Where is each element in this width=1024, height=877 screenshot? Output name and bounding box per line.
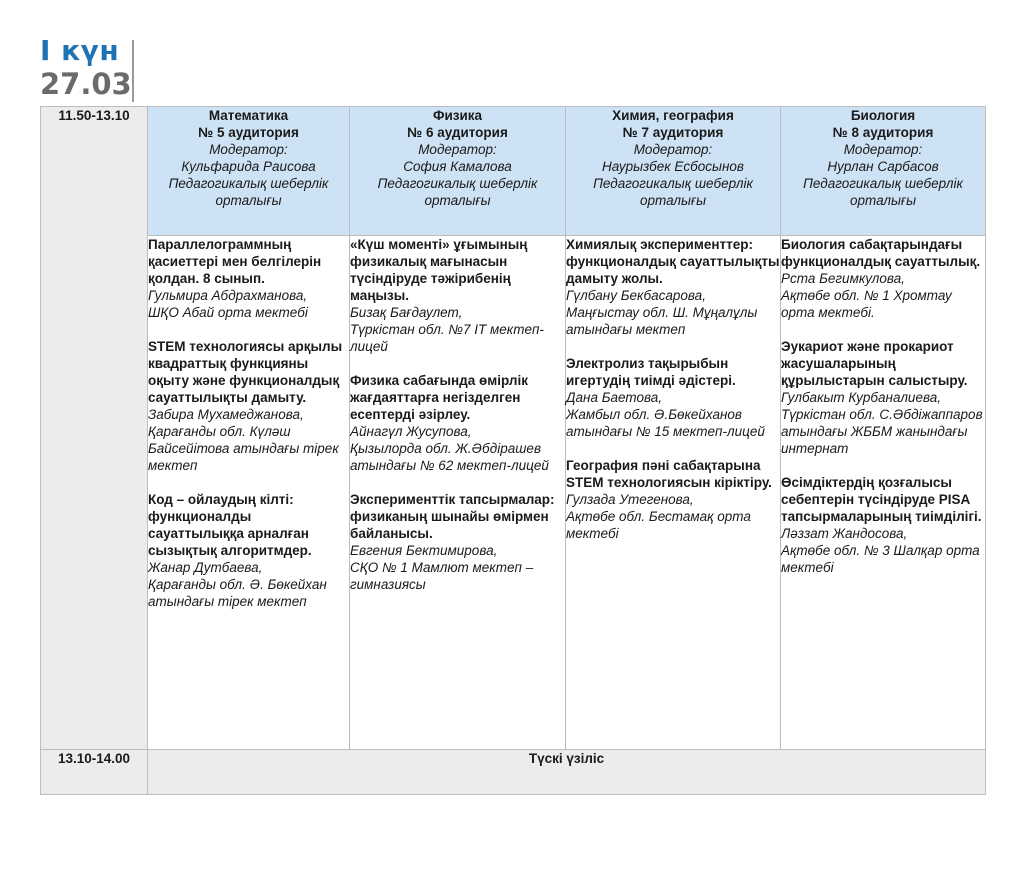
header-divider [132, 40, 134, 102]
column-header-math [148, 107, 350, 236]
talk-item [350, 236, 565, 355]
talk-title: География пәні сабақтарына STEM технологиясын кірiктіру. [566, 458, 772, 490]
talk-title: Эксперименттік тапсырмалар: физиканың шынайы өмірмен байланысы. [350, 492, 555, 541]
break-time: 13.10-14.00 [41, 750, 148, 795]
day-header [40, 34, 132, 100]
day-date: 27.03 [40, 67, 132, 101]
talk-author: Жанар Дутбаева, [148, 560, 263, 575]
break-row [41, 750, 986, 795]
moderator-org: Педагогикалық шеберлік орталығы [377, 176, 538, 208]
session-row [41, 107, 986, 236]
talk-affiliation: ШҚО Абай орта мектебі [148, 305, 308, 320]
column-header-biology [781, 107, 986, 236]
moderator-name: Кульфарида Раисова [181, 159, 316, 174]
subject-name: Биология [850, 108, 916, 123]
talk-title: Биология сабақтарындағы функционалдық сауаттылық. [781, 237, 981, 269]
room-number: № 5 аудитория [198, 125, 299, 140]
talk-item [781, 474, 985, 576]
subject-name: Математика [208, 108, 289, 123]
subject-name: Физика [432, 108, 483, 123]
talk-title: Физика сабағында өмірлік жағдаяттарға негізделген есептерді әзірлеу. [350, 373, 528, 422]
talk-item [781, 338, 985, 457]
talk-title: Параллелограммның қасиеттері мен белгілерін қолдан. 8 сынып. [148, 237, 322, 286]
session-cell-biology [781, 236, 986, 750]
talk-author: Бизақ Бағдаулет, [350, 305, 463, 320]
moderator-org: Педагогикалық шеберлік орталығы [593, 176, 753, 208]
talk-author: Ләззат Жандосова, [781, 526, 908, 541]
talk-affiliation: СҚО № 1 Мамлют мектеп – гимназиясы [350, 560, 534, 592]
talk-affiliation: Ақтөбе обл. № 1 Хромтау орта мектебі. [781, 288, 952, 320]
talk-affiliation: Қарағанды обл. Ә. Бөкейхан атындағы тірек мектеп [148, 577, 327, 609]
talk-affiliation: Ақтөбе обл. № 3 Шалқар орта мектебі [781, 543, 980, 575]
moderator-label: Модератор: [633, 142, 713, 157]
talk-affiliation: Ақтөбе обл. Бестамақ орта мектебі [566, 509, 751, 541]
talk-title: Код – ойлаудың кілті: функционалды сауаттылыққа арналған сызықтық алгоритмдер. [148, 492, 312, 558]
talk-affiliation: Түркістан обл. №7 IT мектеп-лицей [350, 322, 544, 354]
talk-title: Электролиз тақырыбын игертудің тиімді әдістері. [566, 356, 736, 388]
room-number: № 7 аудитория [622, 125, 724, 140]
moderator-label: Модератор: [209, 142, 288, 157]
talk-title: «Күш моменті» ұғымының физикалық мағынасын түсіндіруде тәжірибенің маңызы. [350, 237, 528, 303]
room-number: № 6 аудитория [407, 125, 508, 140]
talk-item [148, 236, 349, 321]
talk-affiliation: Қарағанды обл. Күләш Байсейітова атындағы тірек мектеп [148, 424, 339, 473]
moderator-name: София Камалова [403, 159, 512, 174]
talks-row [41, 236, 986, 750]
schedule-table [40, 106, 986, 795]
subject-name: Химия, география [612, 108, 734, 123]
talk-affiliation: Түркістан обл. С.Әбдіжаппаров атындағы ЖББМ жанындағы интернат [781, 407, 983, 456]
talk-author: Гулбакыт Курбаналиева, [781, 390, 941, 405]
break-label: Түскі үзіліс [148, 750, 986, 795]
talk-author: Дана Баетова, [566, 390, 662, 405]
talk-title: Өсімдіктердің қозғалысы себептерін түсіндіруде PISA тапсырмаларының тиімділігі. [781, 475, 982, 524]
talk-title: Химиялық эксперименттер: функционалдық сауаттылықты дамыту жолы. [566, 237, 780, 286]
talk-author: Гулзада Утегенова, [566, 492, 694, 507]
talk-affiliation: Маңғыстау обл. Ш. Мұңалұлы атындағы мектеп [566, 305, 758, 337]
talk-author: Забира Мухамеджанова, [148, 407, 304, 422]
session-cell-physics [350, 236, 566, 750]
talk-author: Гүлбану Бекбасарова, [566, 288, 706, 303]
talk-title: STEM технологиясы арқылы квадраттық функцияны оқыту және функционалдық сауаттылықты дамыту. [148, 339, 343, 405]
talk-item [148, 338, 349, 474]
column-header-chemistry-geography [566, 107, 781, 236]
talk-author: Айнагүл Жусупова, [350, 424, 472, 439]
talk-title: Эукариот және прокариот жасушаларының құрылыстарын салыстыру. [781, 339, 968, 388]
session-cell-chemistry-geography [566, 236, 781, 750]
talk-author: Рста Бегимкулова, [781, 271, 905, 286]
talk-item [566, 355, 780, 440]
moderator-label: Модератор: [418, 142, 497, 157]
moderator-name: Нурлан Сарбасов [827, 159, 939, 174]
moderator-name: Наурызбек Есбосынов [602, 159, 744, 174]
session-time: 11.50-13.10 [41, 107, 148, 750]
session-cell-math [148, 236, 350, 750]
talk-affiliation: Жамбыл обл. Ә.Бөкейханов атындағы № 15 мектеп-лицей [566, 407, 765, 439]
talk-item [781, 236, 985, 321]
talk-author: Евгения Бектимирова, [350, 543, 498, 558]
talk-item [566, 236, 780, 338]
moderator-label: Модератор: [843, 142, 923, 157]
day-title: І күн [40, 34, 120, 67]
talk-author: Гульмира Абдрахманова, [148, 288, 308, 303]
room-number: № 8 аудитория [832, 125, 934, 140]
talk-item [350, 491, 565, 593]
moderator-org: Педагогикалық шеберлік орталығы [168, 176, 329, 208]
column-header-physics [350, 107, 566, 236]
talk-item [350, 372, 565, 474]
moderator-org: Педагогикалық шеберлік орталығы [803, 176, 963, 208]
talk-affiliation: Қызылорда обл. Ж.Әбдірашев атындағы № 62 мектеп-лицей [350, 441, 549, 473]
talk-item [148, 491, 349, 610]
talk-item [566, 457, 780, 542]
